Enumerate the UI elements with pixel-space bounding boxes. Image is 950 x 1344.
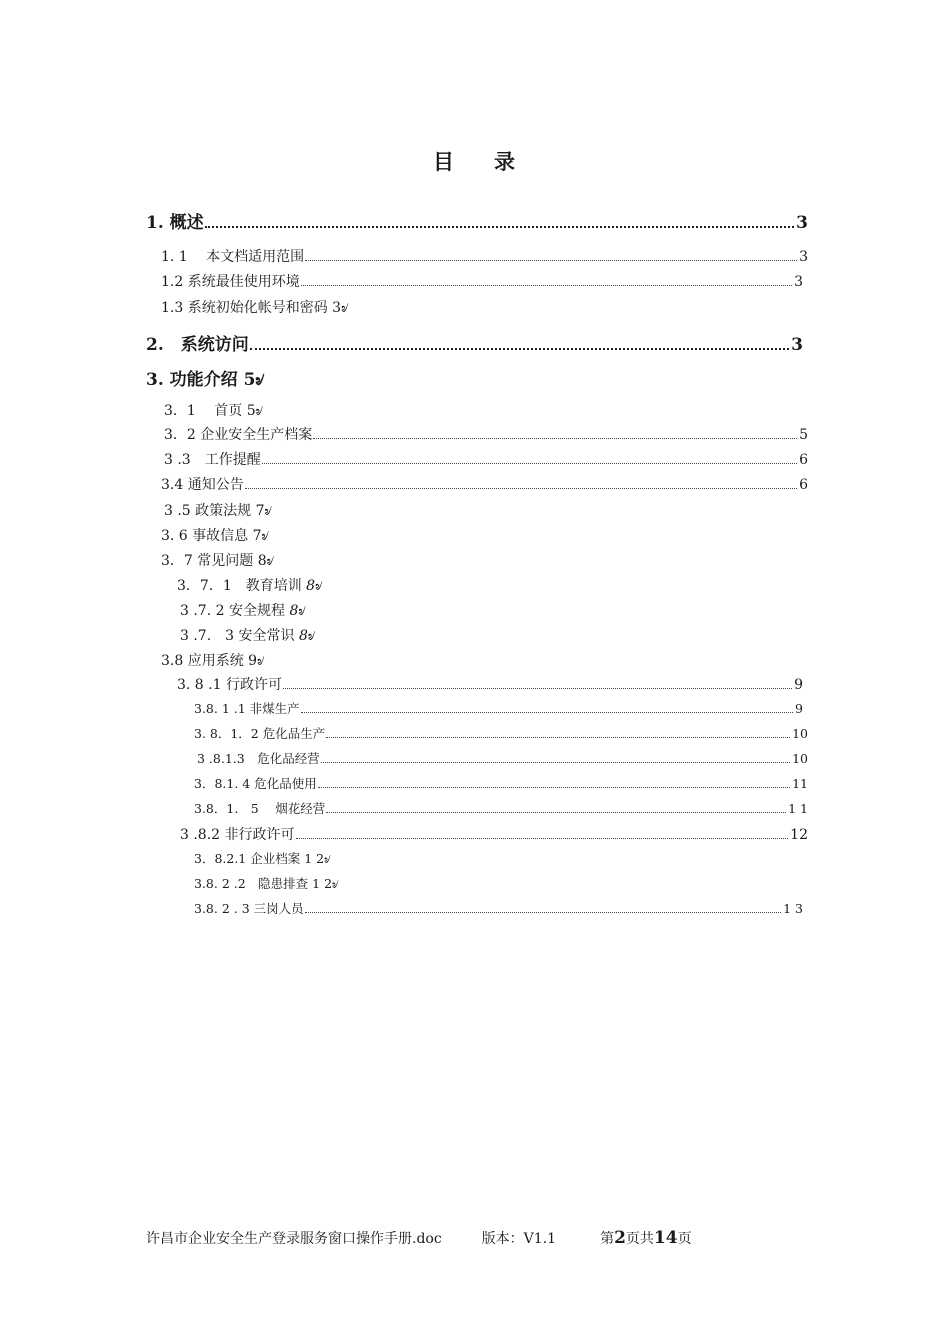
toc-entry-page: 10 bbox=[792, 751, 808, 766]
toc-entry-mark: ৶ bbox=[255, 403, 264, 419]
toc-entry-page: 3 bbox=[791, 335, 803, 355]
footer-page-suffix: 页 bbox=[677, 1231, 692, 1247]
toc-entry-page: 6 bbox=[799, 452, 808, 468]
toc-entry[interactable] bbox=[194, 874, 339, 896]
toc-entry-page: 12 bbox=[790, 827, 808, 843]
toc-entry-italic-page: 8 bbox=[289, 603, 299, 619]
toc-entry-mark: ৶ bbox=[255, 370, 265, 390]
toc-entry-page: 1 1 bbox=[788, 801, 808, 816]
toc-entry-italic-page: 8 bbox=[298, 628, 308, 644]
toc-entry-page: 3 bbox=[799, 249, 808, 265]
toc-entry[interactable] bbox=[161, 246, 808, 266]
toc-entry-page: 10 bbox=[792, 726, 808, 741]
footer-doc-name: 许昌市企业安全生产登录服务窗口操作手册.doc bbox=[146, 1231, 442, 1247]
toc-title-char-1: 目 bbox=[433, 149, 456, 174]
toc-entry[interactable] bbox=[146, 365, 264, 395]
toc-entry-mark: ৶ bbox=[266, 553, 275, 569]
toc-entry[interactable] bbox=[161, 296, 348, 320]
toc-entry-text: 3.8. 2 . 3 三岗人员 bbox=[194, 901, 304, 916]
page-footer bbox=[146, 1228, 692, 1248]
toc-entry-text: 3. 功能介绍 5 bbox=[146, 370, 256, 390]
toc-entry[interactable] bbox=[180, 824, 808, 844]
toc-entry-mark: ৶ bbox=[261, 528, 269, 544]
toc-entry-text: 3.8．1. 5 烟花经营 bbox=[194, 801, 326, 816]
toc-entry-mark: ৶ bbox=[315, 578, 323, 594]
toc-entry-text: 3．7．1 教育培训 bbox=[177, 578, 307, 594]
toc-entry-text: 3．2 企业安全生产档案 bbox=[164, 427, 313, 443]
toc-entry-text: 3.8 应用系统 9 bbox=[161, 653, 258, 669]
toc-entry[interactable] bbox=[161, 649, 264, 673]
footer-page-current: 2 bbox=[614, 1228, 626, 1248]
toc-entry-text: 3．8.1. 4 危化品使用 bbox=[194, 776, 317, 791]
toc-entry[interactable] bbox=[177, 674, 803, 694]
toc-title-char-2: 录 bbox=[494, 149, 517, 174]
toc-entry-text: 3. 8．1．2 危化品生产 bbox=[194, 726, 326, 741]
footer-page-middle: 页共 bbox=[625, 1231, 654, 1247]
toc-entry[interactable] bbox=[194, 849, 331, 871]
toc-entry-text: 3.8. 2 .2 隐患排查 1 2 bbox=[194, 876, 333, 891]
toc-entry-page: 6 bbox=[799, 477, 808, 493]
toc-entry-text: 3．1 首页 5 bbox=[164, 403, 256, 419]
footer-version: 版本：V1.1 bbox=[481, 1231, 557, 1247]
toc-entry-text: 3. 6 事故信息 7 bbox=[161, 528, 262, 544]
toc-entry-page: 11 bbox=[792, 776, 808, 791]
toc-entry-text: 3 .7. 3 安全常识 bbox=[180, 628, 299, 644]
toc-entry[interactable] bbox=[194, 799, 808, 817]
toc-entry-page: 3 bbox=[794, 274, 803, 290]
toc-entry-mark: ৶ bbox=[341, 300, 349, 316]
toc-entry-text: 3．8.2.1 企业档案 1 2 bbox=[194, 851, 325, 866]
toc-entry[interactable] bbox=[180, 599, 306, 623]
toc-entry-text: 1. 1 本文档适用范围 bbox=[161, 249, 305, 265]
toc-entry[interactable] bbox=[161, 271, 803, 291]
toc-entry-mark: ৶ bbox=[257, 653, 265, 669]
toc-entry[interactable] bbox=[161, 549, 274, 573]
toc-entry[interactable] bbox=[180, 624, 315, 648]
toc-entry[interactable] bbox=[194, 724, 808, 742]
toc-entry-text: 3 .8.1.3 危化品经营 bbox=[197, 751, 320, 766]
toc-entry[interactable] bbox=[194, 899, 803, 917]
toc-entry[interactable] bbox=[146, 208, 808, 233]
footer-page-total: 14 bbox=[653, 1228, 678, 1248]
toc-entry-page: 3 bbox=[796, 213, 808, 233]
toc-entry-text: 3 .3 工作提醒 bbox=[164, 452, 261, 468]
toc-entry[interactable] bbox=[164, 499, 272, 523]
toc-entry[interactable] bbox=[194, 699, 803, 717]
toc-entry-mark: ৶ bbox=[307, 628, 316, 644]
toc-entry-text: 3 .5 政策法规 7 bbox=[164, 503, 265, 519]
toc-entry[interactable] bbox=[161, 524, 269, 548]
toc-entry[interactable] bbox=[164, 449, 808, 469]
toc-entry-text: 1. 概述 bbox=[146, 213, 204, 233]
toc-entry-page: 1 3 bbox=[783, 901, 803, 916]
toc-entry[interactable] bbox=[164, 424, 808, 444]
toc-title bbox=[0, 146, 950, 176]
toc-entry[interactable] bbox=[161, 474, 808, 494]
toc-entry-mark: ৶ bbox=[298, 603, 306, 619]
toc-entry[interactable] bbox=[146, 330, 803, 355]
toc-entry-mark: ৶ bbox=[332, 876, 339, 891]
toc-entry-page: 9 bbox=[794, 677, 803, 693]
toc-entry[interactable] bbox=[164, 399, 263, 423]
toc-entry-text: 1.2 系统最佳使用环境 bbox=[161, 274, 300, 290]
toc-entry-text: 3.8. 1 .1 非煤生产 bbox=[194, 701, 300, 716]
toc-entry[interactable] bbox=[194, 774, 808, 792]
toc-entry-page: 5 bbox=[799, 427, 808, 443]
toc-entry-text: 3 .8.2 非行政许可 bbox=[180, 827, 295, 843]
toc-entry-text: 3. 8 .1 行政许可 bbox=[177, 677, 282, 693]
footer-page-prefix: 第 bbox=[600, 1231, 615, 1247]
toc-entry-text: 1.3 系统初始化帐号和密码 3 bbox=[161, 300, 342, 316]
toc-entry-text: 3 .7. 2 安全规程 bbox=[180, 603, 290, 619]
toc-entry-page: 9 bbox=[795, 701, 803, 716]
toc-entry-text: 3.4 通知公告 bbox=[161, 477, 244, 493]
toc-entry[interactable] bbox=[197, 749, 808, 767]
toc-entry[interactable] bbox=[177, 574, 323, 598]
toc-entry-text: 2. 系统访问 bbox=[146, 335, 249, 355]
toc-entry-italic-page: 8 bbox=[306, 578, 316, 594]
toc-entry-mark: ৶ bbox=[324, 851, 331, 866]
toc-entry-text: 3．7 常见问题 8 bbox=[161, 553, 267, 569]
toc-entry-mark: ৶ bbox=[264, 503, 272, 519]
